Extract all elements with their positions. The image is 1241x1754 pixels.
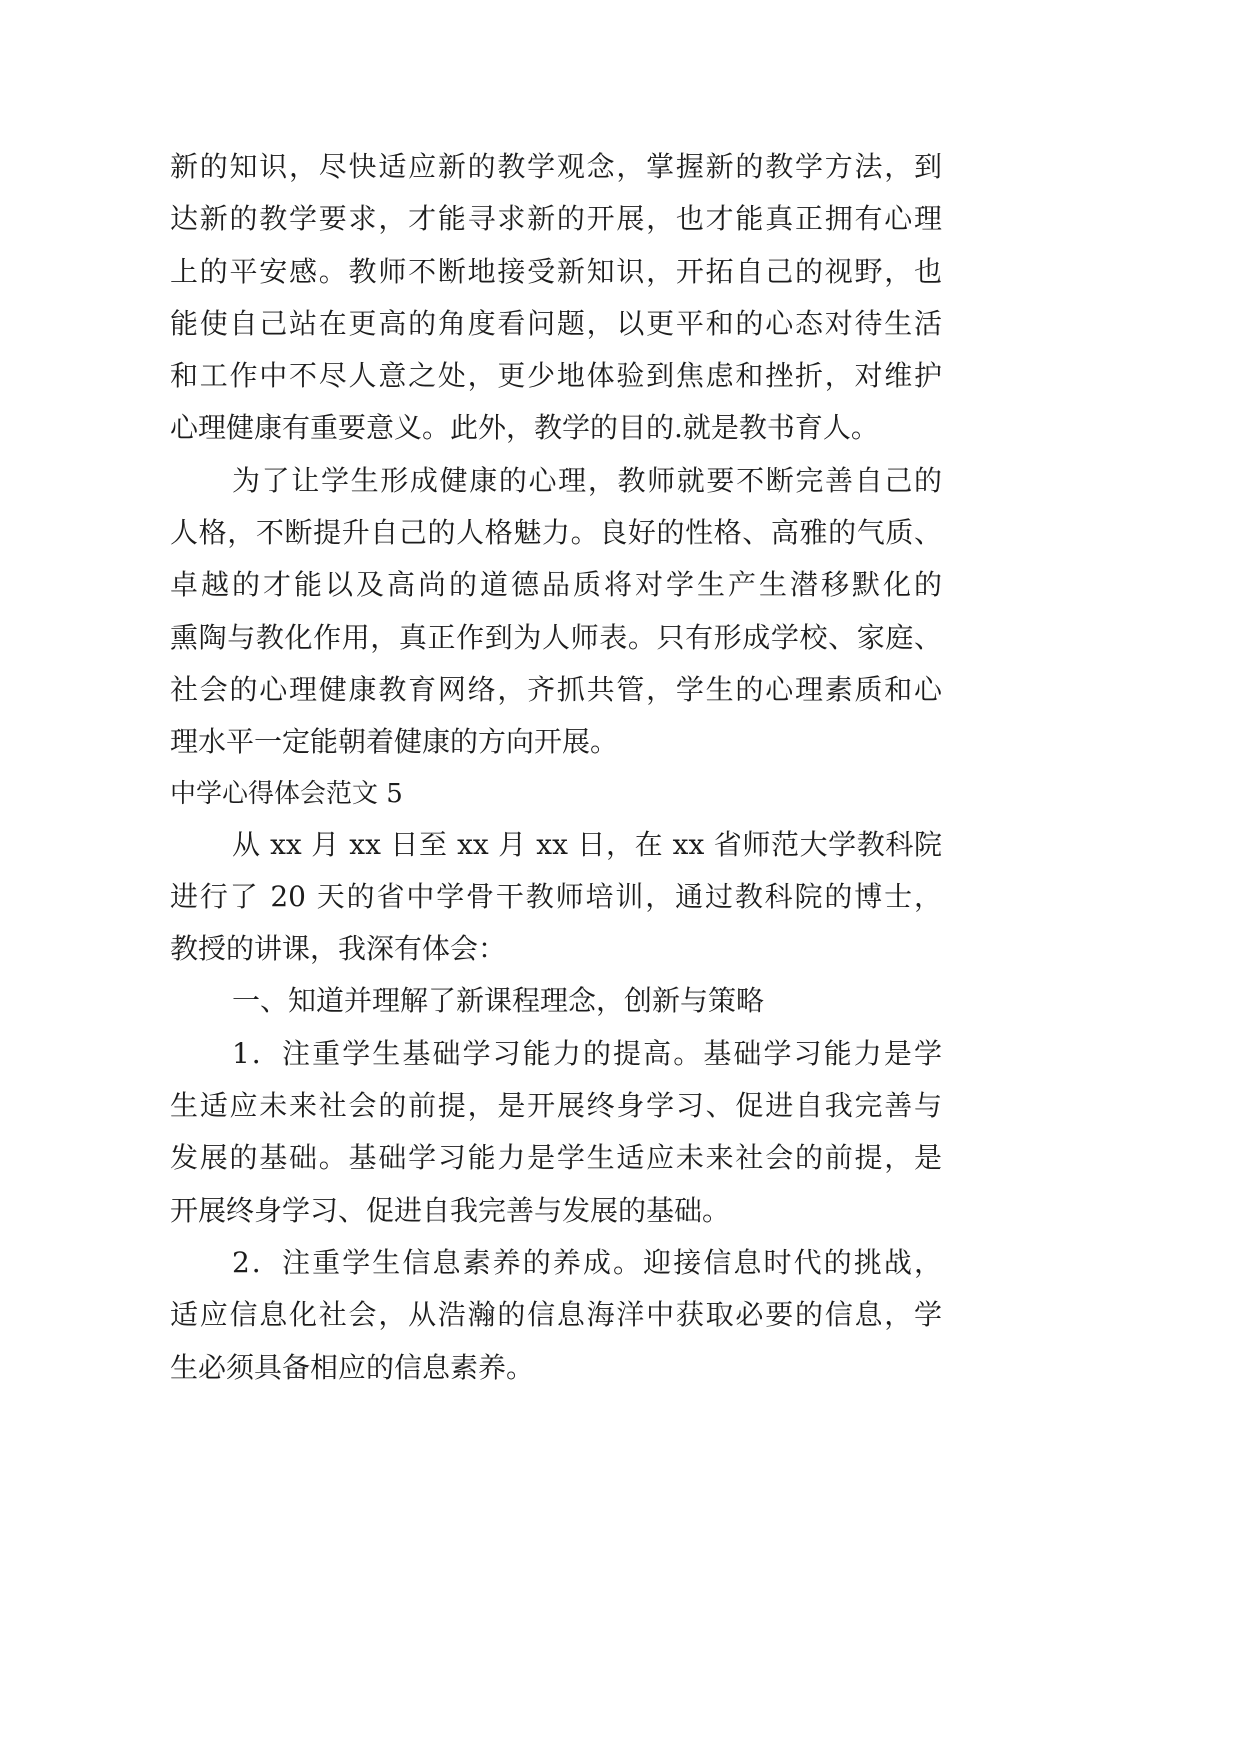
text-line: 生适应未来社会的前提，是开展终身学习、促进自我完善与 bbox=[170, 1089, 942, 1123]
paragraph bbox=[170, 1028, 942, 1237]
text-line: 熏陶与教化作用，真正作到为人师表。只有形成学校、家庭、 bbox=[170, 620, 942, 654]
paragraph bbox=[170, 141, 942, 455]
text-line: 适应信息化社会，从浩瀚的信息海洋中获取必要的信息，学 bbox=[170, 1298, 942, 1332]
text-line: 心理健康有重要意义。此外，教学的目的.就是教书育人。 bbox=[170, 411, 879, 445]
text-line: 能使自己站在更高的角度看问题，以更平和的心态对待生活 bbox=[170, 306, 942, 340]
paragraph bbox=[170, 975, 942, 1027]
text-line: 和工作中不尽人意之处，更少地体验到焦虑和挫折，对维护 bbox=[170, 359, 942, 393]
text-line: 社会的心理健康教育网络，齐抓共管，学生的心理素质和心 bbox=[170, 672, 942, 706]
text-line: 一、知道并理解了新课程理念，创新与策略 bbox=[232, 984, 765, 1018]
text-line: 1．注重学生基础学习能力的提高。基础学习能力是学 bbox=[232, 1036, 942, 1070]
text-line: 理水平一定能朝着健康的方向开展。 bbox=[170, 725, 619, 759]
text-line: 达新的教学要求，才能寻求新的开展，也才能真正拥有心理 bbox=[170, 202, 942, 236]
text-line: 人格，不断提升自己的人格魅力。良好的性格、高雅的气质、 bbox=[170, 516, 942, 550]
text-line: 教授的讲课，我深有体会： bbox=[170, 932, 507, 966]
paragraph bbox=[170, 455, 942, 769]
text-line: 开展终身学习、促进自我完善与发展的基础。 bbox=[170, 1193, 731, 1227]
document-body bbox=[170, 141, 942, 1394]
paragraph bbox=[170, 819, 942, 976]
text-line: 卓越的才能以及高尚的道德品质将对学生产生潜移默化的 bbox=[170, 568, 942, 602]
text-line: 进行了 20 天的省中学骨干教师培训，通过教科院的博士， bbox=[170, 879, 942, 913]
text-line: 为了让学生形成健康的心理，教师就要不断完善自己的 bbox=[232, 463, 942, 497]
section-heading: 中学心得体会范文 5 bbox=[170, 778, 403, 809]
text-line: 新的知识，尽快适应新的教学观念，掌握新的教学方法，到 bbox=[170, 150, 942, 183]
text-line: 2．注重学生信息素养的养成。迎接信息时代的挑战， bbox=[232, 1245, 942, 1279]
text-line: 生必须具备相应的信息素养。 bbox=[170, 1350, 535, 1384]
paragraph bbox=[170, 1237, 942, 1394]
text-line: 上的平安感。教师不断地接受新知识，开拓自己的视野，也 bbox=[170, 254, 942, 288]
text-line: 发展的基础。基础学习能力是学生适应未来社会的前提，是 bbox=[170, 1141, 942, 1175]
text-line: 从 xx 月 xx 日至 xx 月 xx 日，在 xx 省师范大学教科院 bbox=[232, 827, 942, 861]
